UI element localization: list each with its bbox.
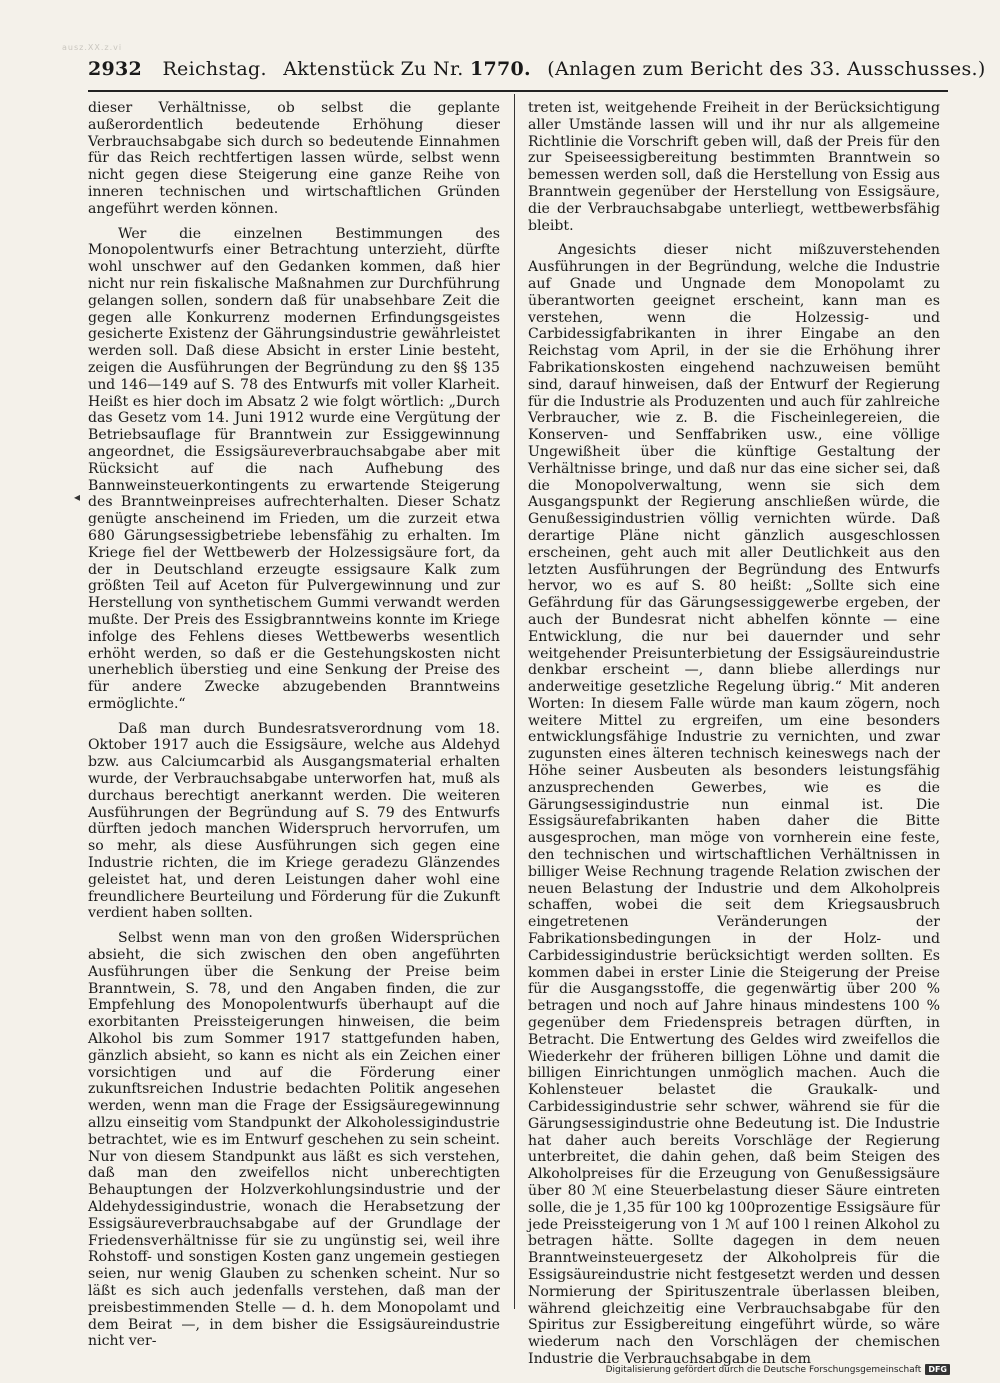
left-paragraph-4: Selbst wenn man von den großen Widersprüchen absieht, die sich zwischen den oben angeführten Ausführungen über die Senkung der Preise beim Branntwein, S. 78, und den Angaben finden, die zur Empfehlung des Monopolentwurfs überhaupt auf die exorbitanten Preissteigerungen hinweisen, die beim Alkohol bis zum Sommer 1917 stattgefunden haben, gänzlich absieht, so kann es nicht als ein Zeichen einer vorsichtigen und auf die Förderung einer zukunftsreichen Industrie bedachten Politik angesehen werden, wenn man die Frage der Essigsäuregewinnung allzu einseitig vom Standpunkt der Alkoholessigindustrie betrachtet, wie es im Entwurf geschehen zu sein scheint. Nur von diesem Standpunkt aus läßt es sich verstehen, daß man den zweifellos nicht unberechtigten Behauptungen der Holzverkohlungsindustrie und der Aldehydessigindustrie, wonach die Herabsetzung der Essigsäureverbrauchsabgabe auf der Grundlage der Friedensverhältnisse für sie zu ungünstig sei, weil ihre Rohstoff- und sonstigen Kosten ganz ungemein gestiegen seien, nur wenig Glauben zu schenken scheint. Nur so läßt es sich auch jedenfalls verstehen, daß man der preisbestimmenden Stelle — d. h. dem Monopolamt und dem Beirat —, in dem bisher die Essigsäureindustrie nicht ver- [88, 930, 500, 1350]
left-column [88, 100, 500, 1350]
header-rule [88, 90, 948, 92]
header-institution: Reichstag. [162, 58, 267, 80]
scan-mark: ausz.XX.z.vi [62, 43, 123, 52]
right-paragraph-2: Angesichts dieser nicht mißzuverstehenden Ausführungen in der Begründung, welche die Industrie auf Gnade und Ungnade dem Monopolamt zu überantworten geeignet erscheint, kann man es verstehen, wenn die Holzessig- und Carbidessigfabrikanten in ihrer Eingabe an den Reichstag vom April, in der sie die Erhöhung ihrer Fabrikationskosten eingehend nachzuweisen bemüht sind, darauf hinweisen, daß der Entwurf der Regierung für die Industrie als Produzenten und auch für zahlreiche Verbraucher, wie z. B. die Fischeinlegereien, die Konserven- und Senffabriken usw., eine völlige Ungewißheit über die künftige Gestaltung der Verhältnisse bringe, und daß nur das eine sicher sei, daß die Monopolverwaltung, wenn sie sich dem Ausgangspunkt der Regierung anschließen würde, die Genußessigindustrien völlig vernichten würde. Daß derartige Pläne nicht gänzlich ausgeschlossen erscheinen, geht auch mit aller Deutlichkeit aus den letzten Ausführungen der Begründung des Entwurfs hervor, wo es auf S. 80 heißt: „Sollte sich eine Gefährdung für das Gärungsessiggewerbe ergeben, der auch der Bundesrat nicht abhelfen könnte — eine Entwicklung, die nur bei dauernder und sehr weitgehender Preisunterbietung der Essigsäureindustrie denkbar erscheint —, dann bliebe allerdings nur anderweitige gesetzliche Regelung übrig.“ Mit anderen Worten: In diesem Falle würde man kaum zögern, noch weitere Mittel zu ergreifen, um eine besonders entwicklungsfähige Industrie zu vernichten, und zwar zugunsten eines älteren technisch keineswegs nach der Höhe seiner Ausbeuten als besonders leistungsfähig anzusprechenden Gewerbes, wie es die Gärungsessigindustrie nun einmal ist. Die Essigsäurefabrikanten haben daher die Bitte ausgesprochen, man möge von vornherein eine feste, den technischen und wirtschaftlichen Verhältnissen in billiger Weise Rechnung tragende Relation zwischen der neuen Belastung der Industrie und dem Alkoholpreis schaffen, wobei die seit dem Kriegsausbruch eingetretenen Veränderungen der Fabrikationsbedingungen in der Holz- und Carbidessigindustrie berücksichtigt werden sollten. Es kommen dabei in erster Linie die Steigerung der Preise für die Ausgangsstoffe, die gegenwärtig über 200 % betragen und noch auf Jahre hinaus mindestens 100 % gegenüber dem Friedenspreis betragen dürften, in Betracht. Die Entwertung des Geldes wird zweifellos die Wiederkehr der früheren billigen Löhne und damit die billigen Einrichtungen unmöglich machen. Auch die Kohlensteuer belastet die Graukalk- und Carbidessigindustrie sehr schwer, während sie für die Gärungsessigindustrie ohne Bedeutung ist. Die Industrie hat daher auch bereits Vorschläge der Regierung unterbreitet, die dahin gehen, daß beim Steigen des Alkoholpreises für die Erzeugung von Genußessigsäure über 80 ℳ eine Steuerbelastung dieser Säure eintreten solle, die je 1,35 für 100 kg 100prozentige Essigsäure für jede Preissteigerung von 1 ℳ auf 100 l reinen Alkohol zu betragen hätte. Sollte dagegen in dem neuen Branntweinsteuergesetz der Alkoholpreis für die Essigsäureindustrie nicht festgesetzt werden und dessen Normierung der Spirituszentrale überlassen bleiben, während gleichzeitig eine Verbrauchsabgabe für den Spiritus zur Essigbereitung eingeführt würde, so wäre wiederum nach den Vorschlägen der chemischen Industrie die Verbrauchsabgabe in dem [528, 242, 940, 1367]
page-number: 2932 [88, 58, 143, 80]
header-document [283, 58, 531, 80]
left-paragraph-2: Wer die einzelnen Bestimmungen des Monopolentwurfs einer Betrachtung unterzieht, dürfte wohl unschwer auf den Gedanken kommen, daß hier nicht nur rein fiskalische Maßnahmen zur Durchführung gelangen sollen, sondern daß für unabsehbare Zeit die gegen alle Konkurrenz modernen Erfindungsgeistes gesicherte Existenz der Gährungsindustrie gewährleistet werden soll. Daß diese Absicht in erster Linie besteht, zeigen die Ausführungen der Begründung zu den §§ 135 und 146—149 auf S. 78 des Entwurfs mit voller Klarheit. Heißt es hier doch im Absatz 2 wie folgt wörtlich: „Durch das Gesetz vom 14. Juni 1912 wurde eine Vergütung der Betriebsauflage für Branntwein zur Essiggewinnung angeordnet, die Essigsäureverbrauchsabgabe aber mit Rücksicht auf die nach Aufhebung des Bannweinsteuerkontingents zu erwartende Steigerung des Branntweinpreises aufrechterhalten. Dieser Schatz genügte anscheinend im Frieden, um die zurzeit etwa 680 Gärungsessigbetriebe lebensfähig zu erhalten. Im Kriege fiel der Wettbewerb der Holzessigsäure fort, da der in Deutschland erzeugte essigsaure Kalk zum größten Teil auf Aceton für Pulvergewinnung und zur Herstellung von synthetischem Gummi verwandt werden mußte. Der Preis des Essigbranntweins konnte im Kriege infolge des Fehlens dieses Wettbewerbs wesentlich erhöht werden, so daß er die Gestehungskosten nicht unerheblich überstieg und eine Senkung der Preise des für andere Zwecke abzugebenden Branntweins ermöglichte.“ [88, 225, 500, 712]
right-paragraph-1: treten ist, weitgehende Freiheit in der Berücksichtigung aller Umstände lassen will und ihr nur als allgemeine Richtlinie die Vorschrift geben will, daß der Preis für den zur Speiseessigbereitung bestimmten Branntwein so bemessen werden soll, daß die Herstellung von Essig aus Branntwein gegenüber der Herstellung von Essigsäure, die der Verbrauchsabgabe unterliegt, wettbewerbsfähig bleibt. [528, 100, 940, 234]
dfg-logo: DFG [925, 1364, 950, 1375]
header-document-number: 1770. [469, 58, 531, 80]
margin-mark: ◂ [74, 490, 81, 504]
left-paragraph-1: dieser Verhältnisse, ob selbst die geplante außerordentlich bedeutende Erhöhung dieser Verbrauchsabgabe sich durch so bedeutende Einnahmen für das Reich rechtfertigen lassen würde, selbst wenn nicht gegen diese Steigerung eine ganze Reihe von inneren technischen und wirtschaftlichen Gründen angeführt werden können. [88, 100, 500, 217]
left-paragraph-3: Daß man durch Bundesratsverordnung vom 18. Oktober 1917 auch die Essigsäure, welche aus Aldehyd bzw. aus Calciumcarbid als Ausgangsmaterial erhalten wurde, der Verbrauchsabgabe unterworfen hat, muß als durchaus berechtigt anerkannt werden. Die weiteren Ausführungen der Begründung auf S. 79 des Entwurfs dürften jedoch manchen Widerspruch hervorrufen, um so mehr, als diese Ausführungen sich gegen eine Industrie richten, die im Kriege geradezu Glänzendes geleistet hat, und deren Leistungen daher wohl eine freundlichere Beurteilung und Förderung für die Zukunft verdient haben sollten. [88, 720, 500, 922]
header-subtitle: (Anlagen zum Bericht des 33. Ausschusses.) [547, 58, 986, 80]
footer-credit [606, 1364, 950, 1375]
footer-text: Digitalisierung gefördert durch die Deutsche Forschungsgemeinschaft [605, 1364, 922, 1375]
header-document-label: Aktenstück Zu Nr. [283, 58, 464, 80]
right-column [528, 100, 940, 1368]
page-header [88, 58, 986, 80]
column-divider [514, 94, 515, 1309]
